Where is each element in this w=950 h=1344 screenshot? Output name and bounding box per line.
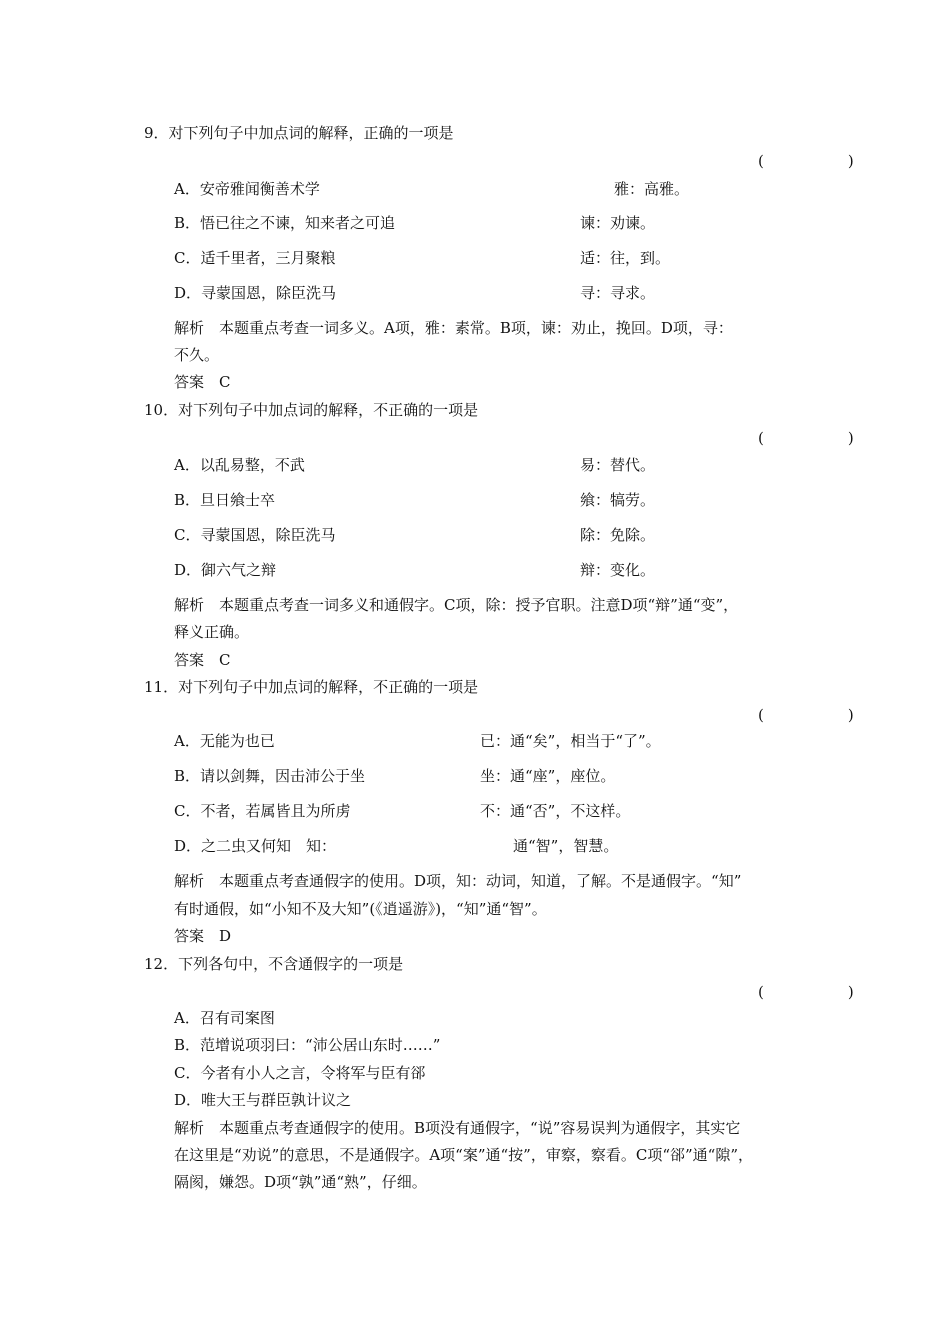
question-10-stem: 10．对下列句子中加点词的解释，不正确的一项是	[144, 401, 479, 419]
q11-analysis-line-1: 解析 本题重点考查通假字的使用。D项，知：动词，知道，了解。不是通假字。“知”	[174, 872, 742, 890]
q11-option-a-gloss: 已：通“矣”，相当于“了”。	[480, 732, 661, 750]
q12-option-d: D．唯大王与群臣孰计议之	[174, 1091, 352, 1109]
q9-option-d: D．寻蒙国恩，除臣洗马	[174, 284, 337, 302]
question-10-answer-blank: ( )	[758, 429, 872, 447]
q9-option-a: A．安帝雅闻衡善术学	[174, 180, 320, 198]
q10-analysis-line-1: 解析 本题重点考查一词多义和通假字。C项，除：授予官职。注意D项“辩”通“变”，	[174, 596, 739, 614]
q11-option-d: D．之二虫又何知 知：	[174, 837, 337, 855]
q10-option-d: D．御六气之辩	[174, 561, 277, 579]
question-9-stem: 9．对下列句子中加点词的解释，正确的一项是	[144, 124, 454, 142]
q12-option-c: C．今者有小人之言，令将军与臣有郤	[174, 1064, 426, 1082]
q11-analysis-line-2: 有时通假，如“小知不及大知”(《逍遥游》)，“知”通“智”。	[174, 900, 547, 918]
q9-option-a-gloss: 雅：高雅。	[614, 180, 690, 198]
q12-option-a: A．召有司案图	[174, 1009, 275, 1027]
q9-answer: 答案 C	[174, 373, 231, 391]
question-9-answer-blank: ( )	[758, 152, 872, 170]
q9-option-c-gloss: 适：往，到。	[580, 249, 671, 267]
question-12-stem: 12．下列各句中，不含通假字的一项是	[144, 955, 404, 973]
q9-option-c: C．适千里者，三月聚粮	[174, 249, 336, 267]
q10-option-c-gloss: 除：免除。	[580, 526, 656, 544]
q11-option-c-gloss: 不：通“否”，不这样。	[480, 802, 631, 820]
question-11-answer-blank: ( )	[758, 706, 872, 724]
q11-option-b: B．请以剑舞，因击沛公于坐	[174, 767, 366, 785]
q12-analysis-line-2: 在这里是“劝说”的意思，不是通假字。A项“案”通“按”，审察，察看。C项“郤”通“隙”，	[174, 1146, 753, 1164]
q9-analysis-line-2: 不久。	[174, 346, 220, 364]
q9-analysis-line-1: 解析 本题重点考查一词多义。A项，雅：素常。B项，谏：劝止，挽回。D项，寻：	[174, 319, 733, 337]
q11-option-b-gloss: 坐：通“座”，座位。	[480, 767, 616, 785]
question-12-answer-blank: ( )	[758, 983, 872, 1001]
q10-analysis-line-2: 释义正确。	[174, 623, 250, 641]
q12-option-b: B．范增说项羽曰：“沛公居山东时……”	[174, 1036, 441, 1054]
q10-option-a-gloss: 易：替代。	[580, 456, 656, 474]
q11-option-a: A．无能为也已	[174, 732, 275, 750]
q11-option-c: C．不者，若属皆且为所虏	[174, 802, 351, 820]
q9-option-b: B．悟已往之不谏，知来者之可追	[174, 214, 396, 232]
q10-option-b: B．旦日飨士卒	[174, 491, 276, 509]
q10-option-d-gloss: 辩：变化。	[580, 561, 656, 579]
q12-analysis-line-1: 解析 本题重点考查通假字的使用。B项没有通假字，“说”容易误判为通假字，其实它	[174, 1119, 741, 1137]
q9-option-b-gloss: 谏：劝谏。	[580, 214, 656, 232]
q11-answer: 答案 D	[174, 927, 232, 945]
q10-option-a: A．以乱易整，不武	[174, 456, 305, 474]
q9-option-d-gloss: 寻：寻求。	[580, 284, 656, 302]
q10-option-c: C．寻蒙国恩，除臣洗马	[174, 526, 336, 544]
q10-answer: 答案 C	[174, 651, 231, 669]
q10-option-b-gloss: 飨：犒劳。	[580, 491, 656, 509]
q12-analysis-line-3: 隔阂，嫌怨。D项“孰”通“熟”，仔细。	[174, 1173, 427, 1191]
q11-option-d-gloss: 通“智”，智慧。	[513, 837, 619, 855]
question-11-stem: 11．对下列句子中加点词的解释，不正确的一项是	[144, 678, 479, 696]
